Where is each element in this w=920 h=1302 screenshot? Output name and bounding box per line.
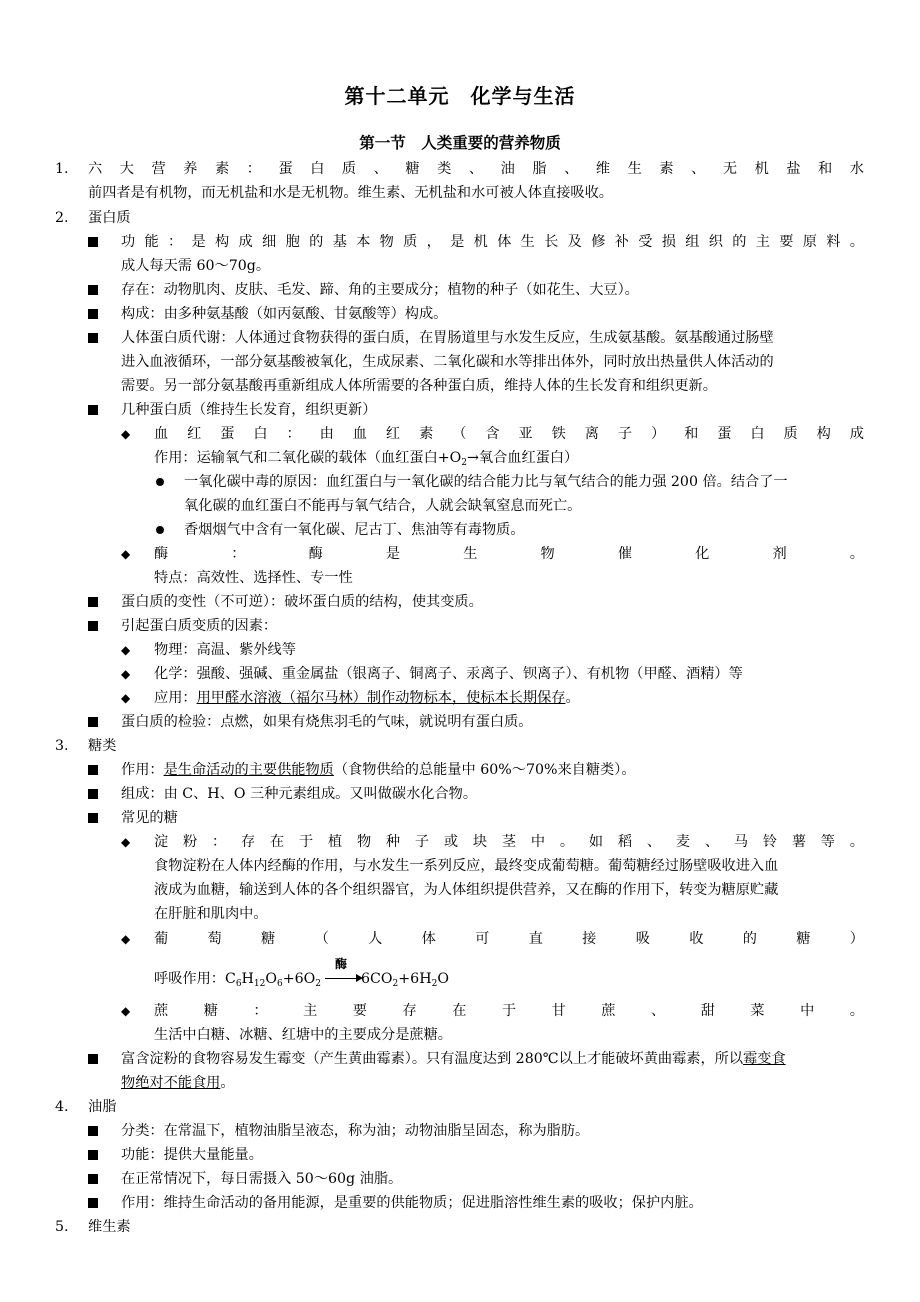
square-bullet-icon	[88, 309, 98, 319]
diamond-bullet-icon: ◆	[121, 427, 131, 441]
round-bullet-icon	[156, 478, 164, 486]
diamond-bullet-icon: ◆	[121, 691, 131, 705]
paragraph-line: 物绝对不能食用。	[121, 1075, 235, 1091]
section-number: 4.	[55, 1099, 69, 1115]
section-heading: 蛋白质	[88, 210, 131, 226]
round-bullet-icon	[156, 526, 164, 534]
square-bullet-icon	[88, 237, 98, 247]
square-bullet-icon	[88, 333, 98, 343]
reaction-arrowhead-icon	[356, 974, 363, 982]
paragraph-line: 蔗糖：主要存在于甘蔗、甜菜中。	[154, 1003, 864, 1019]
paragraph-line: 构成：由多种氨基酸（如丙氨酸、甘氨酸等）构成。	[121, 306, 448, 322]
paragraph-line: 在肝脏和肌肉中。	[154, 906, 268, 922]
paragraph-line: 葡萄糖（人体可直接吸收的糖）	[154, 931, 864, 947]
paragraph-line: 六大营养素：蛋白质、糖类、油脂、维生素、无机盐和水	[88, 161, 864, 177]
square-bullet-icon	[88, 285, 98, 295]
paragraph-line: 分类：在常温下，植物油脂呈液态，称为油；动物油脂呈固态，称为脂肪。	[121, 1123, 590, 1139]
section-heading: 维生素	[88, 1219, 131, 1235]
square-bullet-icon	[88, 1150, 98, 1160]
square-bullet-icon	[88, 621, 98, 631]
section-number: 1.	[55, 161, 69, 177]
paragraph-line: 组成：由 C、H、O 三种元素组成。又叫做碳水化合物。	[121, 786, 478, 802]
paragraph-line: 成人每天需 60～70g。	[121, 258, 271, 274]
section-heading: 糖类	[88, 738, 117, 754]
diamond-bullet-icon: ◆	[121, 547, 131, 561]
paragraph-line: 作用：是生命活动的主要供能物质（食物供给的总能量中 60%～70%来自糖类）。	[121, 762, 636, 778]
enzyme-label: 酶	[335, 957, 348, 971]
paragraph-line: 作用：运输氧气和二氧化碳的载体（血红蛋白$+O_2\to$氧合血红蛋白）	[154, 450, 579, 468]
paragraph-line: 食物淀粉在人体内经酶的作用，与水发生一系列反应，最终变成葡萄糖。葡萄糖经过肠壁吸收进入血	[154, 858, 779, 874]
paragraph-line: 功能：提供大量能量。	[121, 1147, 263, 1163]
paragraph-line: 化学：强酸、强碱、重金属盐（银离子、铜离子、汞离子、钡离子）、有机物（甲醛、酒精）等	[154, 666, 743, 682]
diamond-bullet-icon: ◆	[121, 667, 131, 681]
square-bullet-icon	[88, 1174, 98, 1184]
paragraph-line: 需要。另一部分氨基酸再重新组成人体所需要的各种蛋白质，维持人体的生长发育和组织更新。	[121, 378, 717, 394]
paragraph-line: 蛋白质的变性（不可逆）：破坏蛋白质的结构，使其变质。	[121, 594, 483, 610]
paragraph-line: 富含淀粉的食物容易发生霉变（产生黄曲霉素）。只有温度达到 280℃以上才能破坏黄曲霉素，所以霉变食	[121, 1051, 786, 1067]
square-bullet-icon	[88, 405, 98, 415]
paragraph-line: 在正常情况下，每日需摄入 50～60g 油脂。	[121, 1171, 403, 1187]
diamond-bullet-icon: ◆	[121, 835, 131, 849]
paragraph-line: 前四者是有机物，而无机盐和水是无机物。维生素、无机盐和水可被人体直接吸收。	[88, 185, 613, 201]
paragraph-line: 淀粉：存在于植物种子或块茎中。如稻、麦、马铃薯等。	[154, 834, 864, 850]
section-heading: 油脂	[88, 1099, 117, 1115]
section-number: 5.	[55, 1219, 69, 1235]
square-bullet-icon	[88, 765, 98, 775]
respiration-equation: 呼吸作用：$C_6H_{12}O_6+6O_2$ $6CO_2+6H_2O$	[154, 971, 449, 989]
square-bullet-icon	[88, 717, 98, 727]
square-bullet-icon	[88, 1198, 98, 1208]
diamond-bullet-icon: ◆	[121, 643, 131, 657]
paragraph-line: 存在：动物肌肉、皮肤、毛发、蹄、角的主要成分；植物的种子（如花生、大豆）。	[121, 282, 639, 298]
reaction-arrow	[325, 978, 358, 979]
paragraph-line: 常见的糖	[121, 810, 178, 826]
square-bullet-icon	[88, 1054, 98, 1064]
paragraph-line: 几种蛋白质（维持生长发育，组织更新）	[121, 402, 377, 418]
diamond-bullet-icon: ◆	[121, 932, 131, 946]
paragraph-line: 功能：是构成细胞的基本物质，是机体生长及修补受损组织的主要原料。	[121, 234, 864, 250]
paragraph-line: 人体蛋白质代谢：人体通过食物获得的蛋白质，在胃肠道里与水发生反应，生成氨基酸。氨基酸通过肠壁	[121, 330, 774, 346]
paragraph-line: 生活中白糖、冰糖、红塘中的主要成分是蔗糖。	[154, 1027, 452, 1043]
paragraph-line: 特点：高效性、选择性、专一性	[154, 570, 353, 586]
square-bullet-icon	[88, 1126, 98, 1136]
paragraph-line: 蛋白质的检验：点燃，如果有烧焦羽毛的气味，就说明有蛋白质。	[121, 714, 533, 730]
paragraph-line: 应用：用甲醛水溶液（福尔马林）制作动物标本，使标本长期保存。	[154, 690, 580, 706]
section-number: 3.	[55, 738, 69, 754]
section-number: 2.	[55, 210, 69, 226]
paragraph-line: 引起蛋白质变质的因素：	[121, 618, 278, 634]
unit-title: 第十二单元 化学与生活	[344, 84, 576, 108]
square-bullet-icon	[88, 597, 98, 607]
paragraph-line: 液成为血糖，输送到人体的各个组织器官，为人体组织提供营养，又在酶的作用下，转变为糖原贮藏	[154, 882, 779, 898]
diamond-bullet-icon: ◆	[121, 1004, 131, 1018]
paragraph-line: 进入血液循环，一部分氨基酸被氧化，生成尿素、二氧化碳和水等排出体外，同时放出热量供人体活动的	[121, 354, 774, 370]
square-bullet-icon	[88, 789, 98, 799]
paragraph-line: 一氧化碳中毒的原因：血红蛋白与一氧化碳的结合能力比与氧气结合的能力强 200 倍。结合了一	[184, 474, 788, 490]
paragraph-line: 血红蛋白：由血红素（含亚铁离子）和蛋白质构成	[154, 426, 864, 442]
paragraph-line: 酶：酶是生物催化剂。	[154, 546, 864, 562]
paragraph-line: 作用：维持生命活动的备用能源，是重要的供能物质；促进脂溶性维生素的吸收；保护内脏。	[121, 1195, 703, 1211]
section-title: 第一节 人类重要的营养物质	[359, 134, 561, 152]
paragraph-line: 香烟烟气中含有一氧化碳、尼古丁、焦油等有毒物质。	[184, 522, 525, 538]
paragraph-line: 物理：高温、紫外线等	[154, 642, 296, 658]
paragraph-line: 氧化碳的血红蛋白不能再与氧气结合，人就会缺氧窒息而死亡。	[184, 498, 582, 514]
square-bullet-icon	[88, 813, 98, 823]
